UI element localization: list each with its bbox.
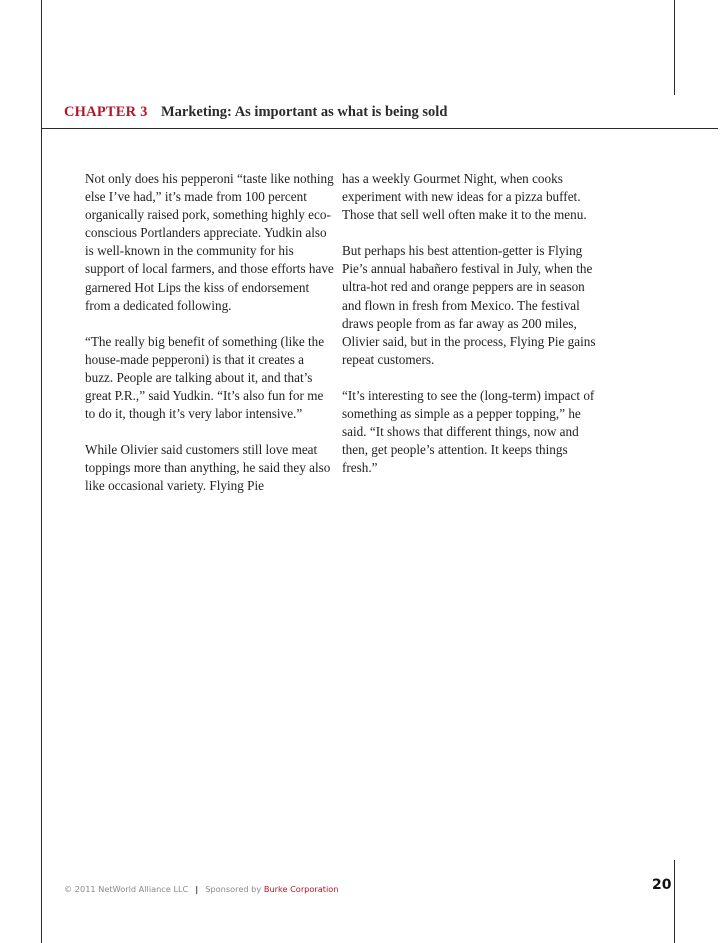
paragraph: “It’s interesting to see the (long-term) impact of something as simple as a pepper topping,” he said. “It shows that different things, now and then, get people’s attention. It keeps things fresh.” — [342, 387, 595, 476]
paragraph: has a weekly Gourmet Night, when cooks experiment with new ideas for a pizza buffet. Those that sell well often make it to the menu. — [342, 171, 587, 223]
paragraph: Not only does his pepperoni “taste like nothing else I’ve had,” it’s made from 100 percent organically raised pork, something highly eco-conscious Portlanders appreciate. Yudkin also is well-known in the community for his support of local farmers, and those efforts have garnered Hot Lips the kiss of endorsement from a dedicated following. — [85, 171, 334, 313]
sponsored-by-text: Sponsored by — [205, 884, 264, 894]
footer-separator: | — [195, 884, 199, 894]
paragraph: While Olivier said customers still love meat toppings more than anything, he said they also like occasional variety. Flying Pie — [85, 442, 331, 494]
right-margin-rule-top — [674, 0, 675, 95]
page-number: 20 — [652, 877, 672, 893]
right-column — [342, 170, 602, 495]
left-column — [85, 170, 335, 514]
page-footer — [64, 884, 338, 894]
copyright-text: © 2011 NetWorld Alliance LLC — [64, 884, 189, 894]
header-rule — [42, 128, 718, 129]
chapter-title: Marketing: As important as what is being sold — [161, 104, 448, 120]
chapter-label: CHAPTER 3 — [64, 104, 148, 120]
right-margin-rule-bottom — [674, 860, 675, 943]
sponsor-name: Burke Corporation — [263, 884, 339, 894]
left-margin-rule — [41, 0, 42, 943]
paragraph: But perhaps his best attention-getter is Flying Pie’s annual habañero festival in July, when the ultra-hot red and orange peppers are in season and flown in fresh from Mexico. The festival draws people from as far away as 200 miles, Olivier said, but in the process, Flying Pie gains repeat customers. — [342, 243, 596, 367]
paragraph: “The really big benefit of something (like the house-made pepperoni) is that it creates a buzz. People are talking about it, and that’s great P.R.,” said Yudkin. “It’s also fun for me to do it, though it’s very labor intensive.” — [85, 333, 325, 422]
page-header — [64, 104, 448, 121]
